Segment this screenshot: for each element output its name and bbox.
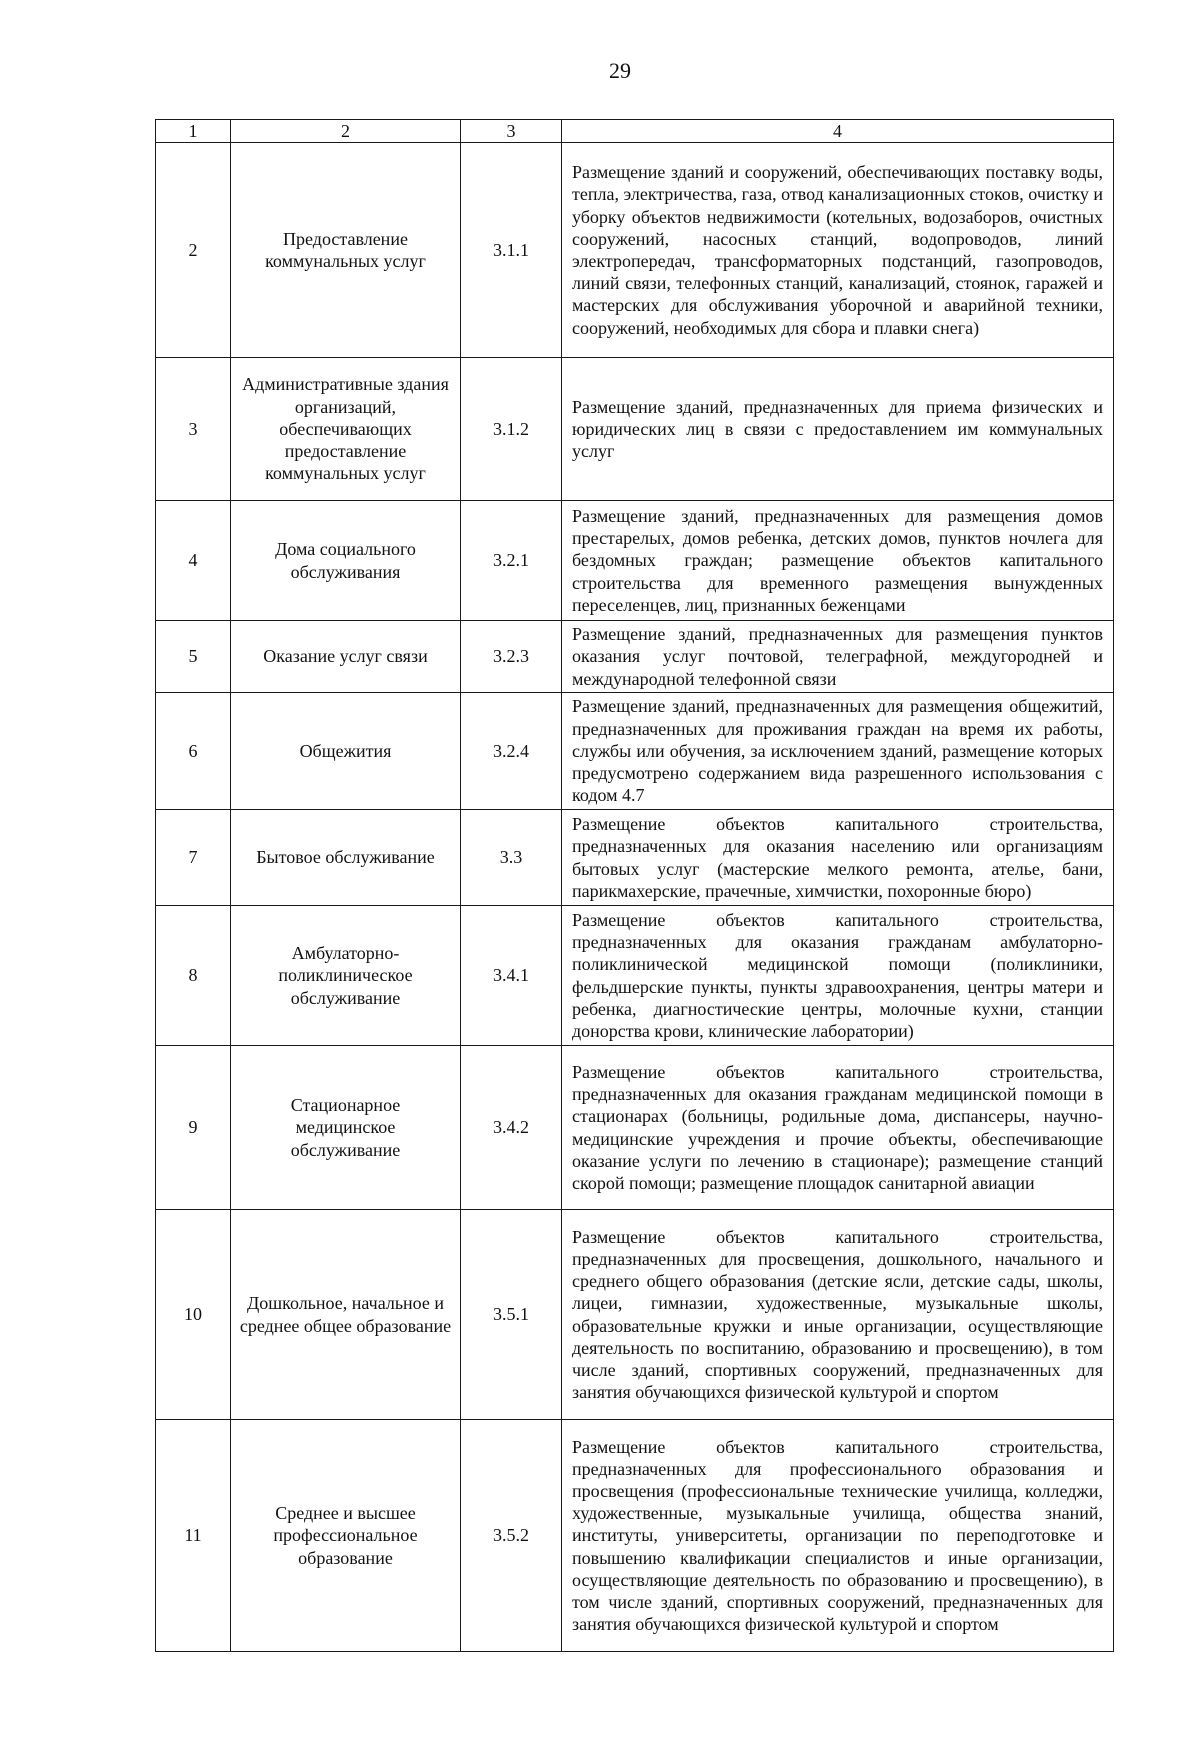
table-row bbox=[156, 501, 1114, 621]
use-type-description: Размещение объектов капитального строительства, предназначенных для оказания гражданам медицинской помощи в стационарах (больницы, родильные дома, диспансеры, научно-медицинские учреждения и прочие объекты, обеспечивающие оказание услуги по лечению в стационаре); размещение станций скорой помощи; размещение площадок санитарной авиации bbox=[562, 1046, 1114, 1210]
land-use-table bbox=[155, 119, 1114, 1652]
row-number: 2 bbox=[156, 143, 231, 358]
use-type-code: 3.2.4 bbox=[461, 693, 562, 810]
use-type-name: Административные здания организаций, обеспечивающих предоставление коммунальных услуг bbox=[231, 358, 461, 501]
table-row bbox=[156, 906, 1114, 1046]
use-type-code: 3.1.1 bbox=[461, 143, 562, 358]
row-number: 10 bbox=[156, 1210, 231, 1420]
use-type-code: 3.4.2 bbox=[461, 1046, 562, 1210]
row-number: 7 bbox=[156, 810, 231, 906]
use-type-code: 3.5.2 bbox=[461, 1420, 562, 1652]
row-number: 9 bbox=[156, 1046, 231, 1210]
table-row bbox=[156, 810, 1114, 906]
use-type-description: Размещение зданий и сооружений, обеспечивающих поставку воды, тепла, электричества, газа, отвод канализационных стоков, очистку и уборку объектов недвижимости (котельных, водозаборов, очистных сооружений, насосных станций, водопроводов, линий электропередач, трансформаторных подстанций, газопроводов, линий связи, телефонных станций, канализаций, стоянок, гаражей и мастерских для обслуживания уборочной и аварийной техники, сооружений, необходимых для сбора и плавки снега) bbox=[562, 143, 1114, 358]
use-type-description: Размещение зданий, предназначенных для размещения домов престарелых, домов ребенка, детских домов, пунктов ночлега для бездомных граждан; размещение объектов капитального строительства для временного размещения вынужденных переселенцев, лиц, признанных беженцами bbox=[562, 501, 1114, 621]
use-type-name: Дошкольное, начальное и среднее общее образование bbox=[231, 1210, 461, 1420]
use-type-name: Среднее и высшее профессиональное образование bbox=[231, 1420, 461, 1652]
row-number: 4 bbox=[156, 501, 231, 621]
row-number: 8 bbox=[156, 906, 231, 1046]
table-row bbox=[156, 1210, 1114, 1420]
header-col-4: 4 bbox=[562, 120, 1114, 143]
use-type-description: Размещение объектов капитального строительства, предназначенных для профессионального образования и просвещения (профессиональные технические училища, колледжи, художественные, музыкальные училища, общества знаний, институты, университеты, организации по переподготовке и повышению квалификации специалистов и иные организации, осуществляющие деятельность по образованию и просвещению), в том числе зданий, спортивных сооружений, предназначенных для занятия обучающихся физической культурой и спортом bbox=[562, 1420, 1114, 1652]
table-row bbox=[156, 693, 1114, 810]
use-type-code: 3.2.3 bbox=[461, 621, 562, 693]
table-row bbox=[156, 621, 1114, 693]
use-type-description: Размещение зданий, предназначенных для приема физических и юридических лиц в связи с предоставлением им коммунальных услуг bbox=[562, 358, 1114, 501]
use-type-description: Размещение объектов капитального строительства, предназначенных для оказания гражданам амбулаторно-поликлинической медицинской помощи (поликлиники, фельдшерские пункты, пункты здравоохранения, центры матери и ребенка, диагностические центры, молочные кухни, станции донорства крови, клинические лаборатории) bbox=[562, 906, 1114, 1046]
use-type-code: 3.5.1 bbox=[461, 1210, 562, 1420]
use-type-name: Бытовое обслуживание bbox=[231, 810, 461, 906]
use-type-description: Размещение объектов капитального строительства, предназначенных для оказания населению или организациям бытовых услуг (мастерские мелкого ремонта, ателье, бани, парикмахерские, прачечные, химчистки, похоронные бюро) bbox=[562, 810, 1114, 906]
table-row bbox=[156, 143, 1114, 358]
use-type-name: Предоставление коммунальных услуг bbox=[231, 143, 461, 358]
header-col-3: 3 bbox=[461, 120, 562, 143]
header-col-1: 1 bbox=[156, 120, 231, 143]
use-type-code: 3.3 bbox=[461, 810, 562, 906]
row-number: 11 bbox=[156, 1420, 231, 1652]
table-row bbox=[156, 1046, 1114, 1210]
row-number: 5 bbox=[156, 621, 231, 693]
table-row bbox=[156, 1420, 1114, 1652]
row-number: 3 bbox=[156, 358, 231, 501]
use-type-code: 3.2.1 bbox=[461, 501, 562, 621]
use-type-name: Стационарное медицинское обслуживание bbox=[231, 1046, 461, 1210]
use-type-name: Оказание услуг связи bbox=[231, 621, 461, 693]
header-col-2: 2 bbox=[231, 120, 461, 143]
use-type-name: Общежития bbox=[231, 693, 461, 810]
page-number: 29 bbox=[609, 58, 631, 83]
use-type-description: Размещение объектов капитального строительства, предназначенных для просвещения, дошкольного, начального и среднего общего образования (детские ясли, детские сады, школы, лицеи, гимназии, художественные, музыкальные школы, образовательные кружки и иные организации, осуществляющие деятельность по воспитанию, образованию и просвещению), в том числе зданий, спортивных сооружений, предназначенных для занятия обучающихся физической культурой и спортом bbox=[562, 1210, 1114, 1420]
use-type-code: 3.4.1 bbox=[461, 906, 562, 1046]
use-type-name: Дома социального обслуживания bbox=[231, 501, 461, 621]
use-type-name: Амбулаторно-поликлиническое обслуживание bbox=[231, 906, 461, 1046]
row-number: 6 bbox=[156, 693, 231, 810]
use-type-description: Размещение зданий, предназначенных для размещения пунктов оказания услуг почтовой, телеграфной, междугородней и международной телефонной связи bbox=[562, 621, 1114, 693]
table-row bbox=[156, 358, 1114, 501]
use-type-code: 3.1.2 bbox=[461, 358, 562, 501]
table-header-row bbox=[156, 120, 1114, 143]
use-type-description: Размещение зданий, предназначенных для размещения общежитий, предназначенных для проживания граждан на время их работы, службы или обучения, за исключением зданий, размещение которых предусмотрено содержанием вида разрешенного использования с кодом 4.7 bbox=[562, 693, 1114, 810]
